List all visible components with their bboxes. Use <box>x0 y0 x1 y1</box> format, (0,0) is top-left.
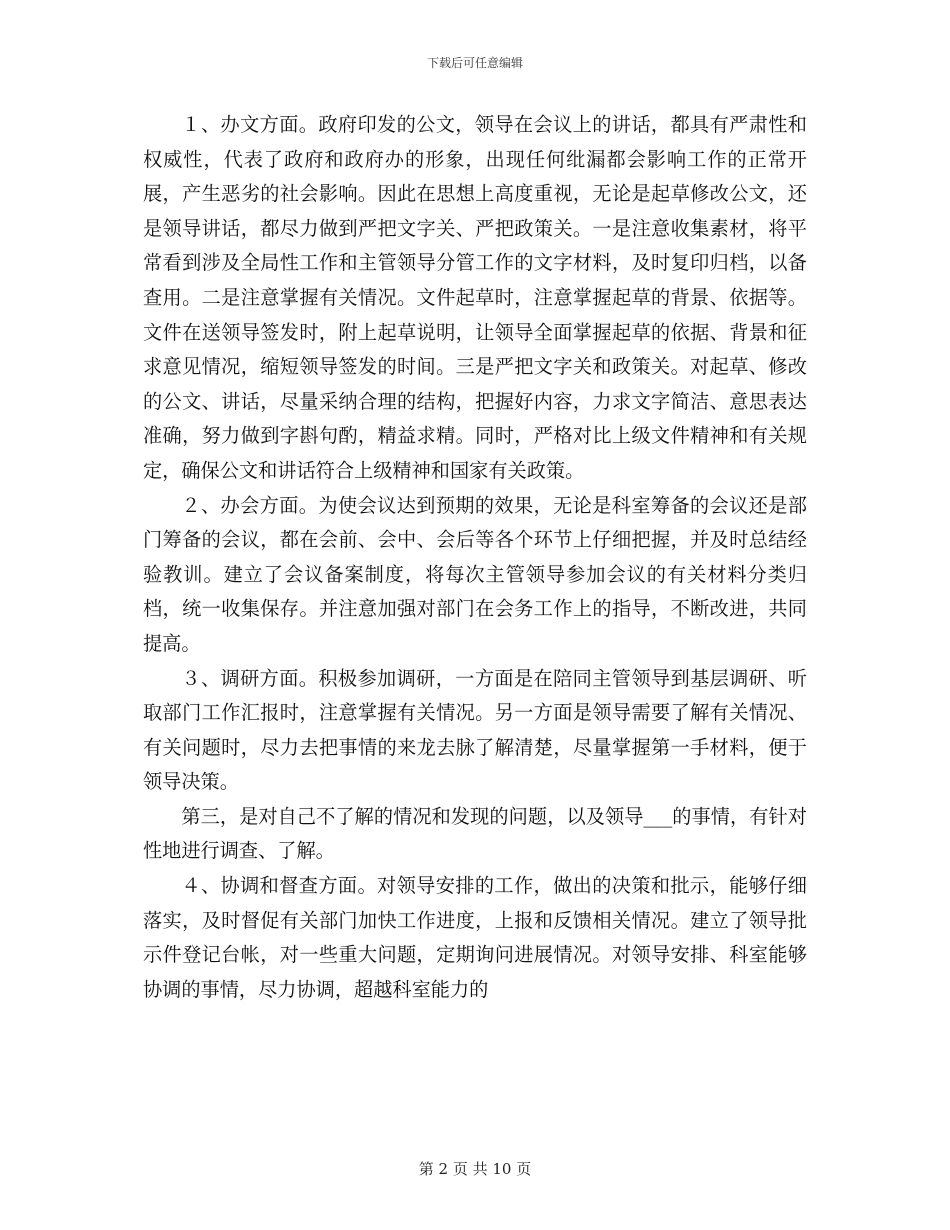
paragraph-office-documents: １、办文方面。政府印发的公文，领导在会议上的讲话，都具有严肃性和权威性，代表了政府和政府办的形象，出现任何纰漏都会影响工作的正常开展，产生恶劣的社会影响。因此在思想上高度重视，无论是起草修改公文，还是领导讲话，都尽力做到严把文字关、严把政策关。一是注意收集素材，将平常看到涉及全局性工作和主管领导分管工作的文字材料，及时复印归档，以备查用。二是注意掌握有关情况。文件起草时，注意掌握起草的背景、依据等。文件在送领导签发时，附上起草说明，让领导全面掌握起草的依据、背景和征求意见情况，缩短领导签发的时间。三是严把文字关和政策关。对起草、修改的公文、讲话，尽量采纳合理的结构，把握好内容，力求文字简洁、意思表达准确，努力做到字斟句酌，精益求精。同时，严格对比上级文件精神和有关规定，确保公文和讲话符合上级精神和国家有关政策。 <box>143 113 807 482</box>
paragraph-coordination: ４、协调和督查方面。对领导安排的工作，做出的决策和批示，能够仔细落实，及时督促有关部门加快工作进度，上报和反馈相关情况。建立了领导批示件登记台帐，对一些重大问题，定期询问进展情况。对领导安排、科室能够协调的事情，尽力协调，超越科室能力的 <box>143 874 807 1001</box>
header-note: 下载后可任意编辑 <box>426 56 523 70</box>
paragraph-research: ３、调研方面。积极参加调研，一方面是在陪同主管领导到基层调研、听取部门工作汇报时，注意掌握有关情况。另一方面是领导需要了解有关情况、有关问题时，尽力去把事情的来龙去脉了解清楚，尽量掌握第一手材料，便于领导决策。 <box>143 666 807 794</box>
paragraph-meetings: ２、办会方面。为使会议达到预期的效果，无论是科室筹备的会议还是部门筹备的会议，都在会前、会中、会后等各个环节上仔细把握，并及时总结经验教训。建立了会议备案制度，将每次主管领导参加会议的有关材料分类归档，统一收集保存。并注意加强对部门在会务工作上的指导，不断改进，共同提高。 <box>143 493 807 655</box>
document-body <box>143 108 807 1007</box>
paragraph-third-point: 第三，是对自己不了解的情况和发现的问题，以及领导___的事情，有针对性地进行调查、了解。 <box>143 804 807 863</box>
page-number: 第 2 页 共 10 页 <box>418 1160 532 1178</box>
